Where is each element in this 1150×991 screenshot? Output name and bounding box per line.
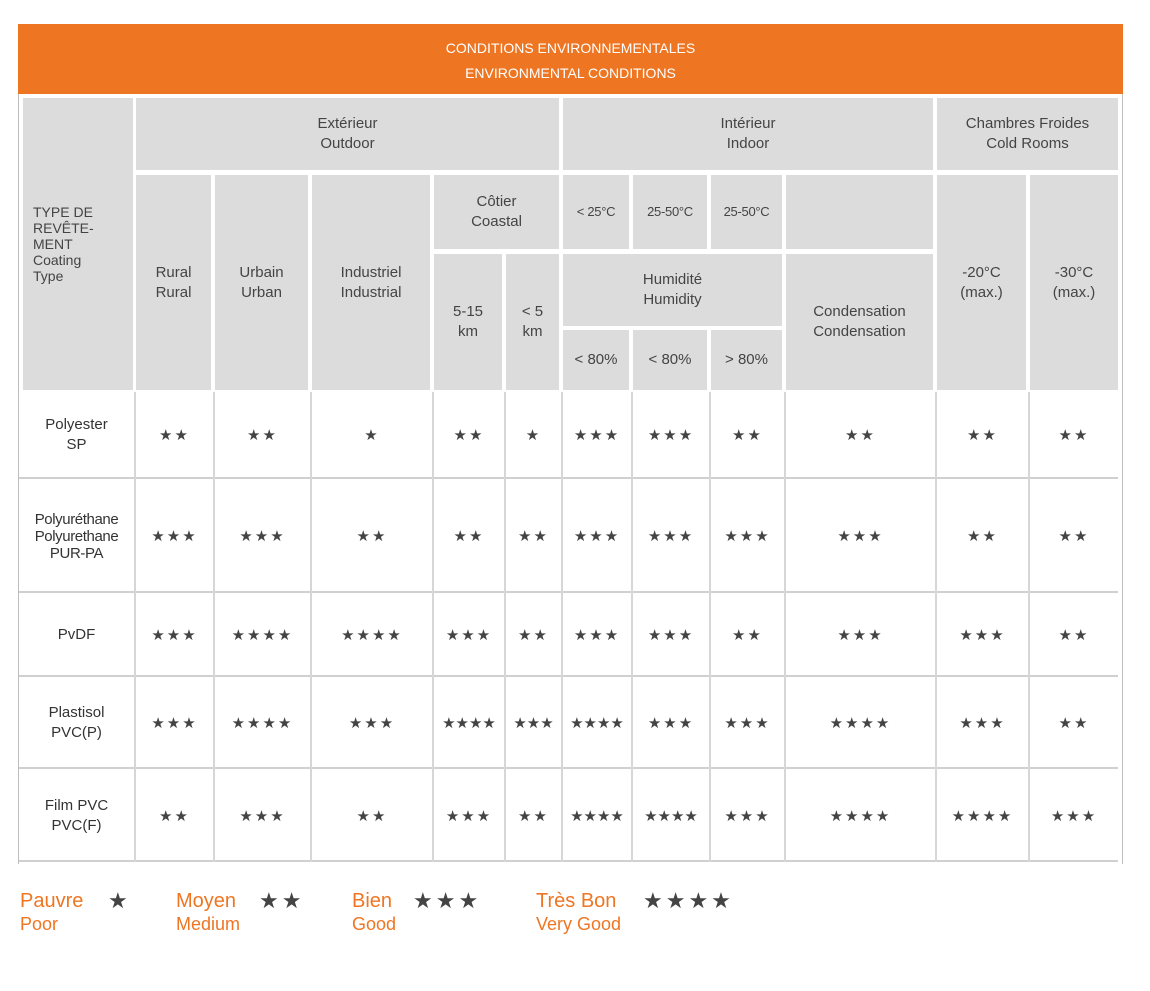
header-minus-30: -30°C (max.) bbox=[1030, 175, 1118, 390]
rating-cell: ★★★ bbox=[312, 679, 432, 769]
rating-cell: ★★★ bbox=[633, 481, 709, 593]
header-urbain: Urbain Urban bbox=[215, 175, 308, 390]
rating-cell: ★★ bbox=[312, 481, 432, 593]
rating-cell: ★★ bbox=[711, 595, 784, 677]
rating-cell: ★★ bbox=[786, 392, 935, 479]
rating-cell: ★★★ bbox=[633, 679, 709, 769]
rating-cell: ★★★★ bbox=[563, 771, 631, 862]
table-row-label-polyurethane: Polyuréthane Polyurethane PUR-PA bbox=[19, 481, 134, 593]
rating-cell: ★★ bbox=[136, 771, 213, 862]
table-title-banner bbox=[18, 24, 1123, 94]
rating-cell: ★★★ bbox=[215, 771, 310, 862]
rating-cell: ★★★ bbox=[434, 771, 504, 862]
rating-cell: ★★★★ bbox=[312, 595, 432, 677]
header-chambres-froides: Chambres Froides Cold Rooms bbox=[937, 98, 1118, 170]
header-temp-blank bbox=[786, 175, 933, 249]
rating-cell: ★★★★ bbox=[434, 679, 504, 769]
header-exterieur: Extérieur Outdoor bbox=[136, 98, 559, 170]
rating-cell: ★★ bbox=[1030, 481, 1118, 593]
rating-cell: ★★★ bbox=[563, 481, 631, 593]
rating-cell: ★★★ bbox=[711, 771, 784, 862]
rating-cell: ★ bbox=[312, 392, 432, 479]
rating-cell: ★★ bbox=[711, 392, 784, 479]
header-humidity-lt-80-b: < 80% bbox=[633, 330, 707, 390]
header-temp-25-50-a: 25-50°C bbox=[633, 175, 707, 249]
legend-medium: Moyen Medium bbox=[176, 890, 241, 934]
rating-cell: ★★ bbox=[434, 392, 504, 479]
legend-very-good: Très Bon Very Good bbox=[536, 890, 622, 934]
header-rural: Rural Rural bbox=[136, 175, 211, 390]
header-coating-type: TYPE DE REVÊTE- MENT Coating Type bbox=[23, 98, 133, 390]
table-row-label-film-pvc: Film PVC PVC(F) bbox=[19, 771, 134, 862]
rating-cell: ★★★ bbox=[434, 595, 504, 677]
header-minus-20: -20°C (max.) bbox=[937, 175, 1026, 390]
rating-cell: ★★ bbox=[506, 771, 561, 862]
rating-cell: ★ bbox=[506, 392, 561, 479]
rating-cell: ★★ bbox=[1030, 392, 1118, 479]
rating-cell: ★★★★ bbox=[215, 679, 310, 769]
header-lt-5-km: < 5 km bbox=[506, 254, 559, 390]
rating-cell: ★★★ bbox=[215, 481, 310, 593]
rating-cell: ★★★ bbox=[711, 481, 784, 593]
header-humidity-gt-80: > 80% bbox=[711, 330, 782, 390]
rating-cell: ★★★ bbox=[136, 595, 213, 677]
title-en: ENVIRONMENTAL CONDITIONS bbox=[465, 65, 676, 81]
header-interieur: Intérieur Indoor bbox=[563, 98, 933, 170]
header-condensation: Condensation Condensation bbox=[786, 254, 933, 390]
rating-cell: ★★ bbox=[215, 392, 310, 479]
rating-cell: ★★★ bbox=[937, 595, 1028, 677]
legend-poor: Pauvre Poor bbox=[20, 890, 84, 934]
legend-medium-stars: ★★ bbox=[259, 888, 305, 913]
header-temp-25-50-b: 25-50°C bbox=[711, 175, 782, 249]
rating-cell: ★★ bbox=[434, 481, 504, 593]
rating-cell: ★★★★ bbox=[786, 771, 935, 862]
rating-cell: ★★★★ bbox=[786, 679, 935, 769]
table-row-label-polyester: Polyester SP bbox=[19, 392, 134, 479]
rating-cell: ★★★★ bbox=[937, 771, 1028, 862]
rating-cell: ★★★ bbox=[786, 595, 935, 677]
rating-cell: ★★ bbox=[312, 771, 432, 862]
rating-cell: ★★★ bbox=[1030, 771, 1118, 862]
rating-cell: ★★★★ bbox=[563, 679, 631, 769]
rating-cell: ★★ bbox=[506, 595, 561, 677]
rating-cell: ★★ bbox=[1030, 595, 1118, 677]
rating-cell: ★★★ bbox=[633, 595, 709, 677]
legend-good-stars: ★★★ bbox=[413, 888, 482, 913]
rating-cell: ★★ bbox=[1030, 679, 1118, 769]
legend-good: Bien Good bbox=[352, 890, 397, 934]
header-humidity-lt-80-a: < 80% bbox=[563, 330, 629, 390]
legend-poor-stars: ★ bbox=[108, 888, 131, 913]
header-cotier: Côtier Coastal bbox=[434, 175, 559, 249]
header-humidite: Humidité Humidity bbox=[563, 254, 782, 326]
rating-cell: ★★★★ bbox=[633, 771, 709, 862]
header-5-15-km: 5-15 km bbox=[434, 254, 502, 390]
rating-cell: ★★★ bbox=[786, 481, 935, 593]
rating-cell: ★★★ bbox=[136, 481, 213, 593]
rating-cell: ★★ bbox=[937, 481, 1028, 593]
legend-very-good-stars: ★★★★ bbox=[643, 888, 734, 913]
rating-cell: ★★★ bbox=[563, 595, 631, 677]
rating-cell: ★★★ bbox=[937, 679, 1028, 769]
rating-cell: ★★★ bbox=[506, 679, 561, 769]
rating-cell: ★★★ bbox=[563, 392, 631, 479]
rating-cell: ★★★ bbox=[711, 679, 784, 769]
table-row-label-plastisol: Plastisol PVC(P) bbox=[19, 679, 134, 769]
title-fr: CONDITIONS ENVIRONNEMENTALES bbox=[445, 40, 696, 56]
rating-cell: ★★★★ bbox=[215, 595, 310, 677]
header-industriel: Industriel Industrial bbox=[312, 175, 430, 390]
rating-cell: ★★ bbox=[506, 481, 561, 593]
rating-cell: ★★★ bbox=[136, 679, 213, 769]
table-row-label-pvdf: PvDF bbox=[19, 595, 134, 677]
rating-cell: ★★ bbox=[937, 392, 1028, 479]
rating-cell: ★★★ bbox=[633, 392, 709, 479]
rating-cell: ★★ bbox=[136, 392, 213, 479]
header-temp-lt-25: < 25°C bbox=[563, 175, 629, 249]
